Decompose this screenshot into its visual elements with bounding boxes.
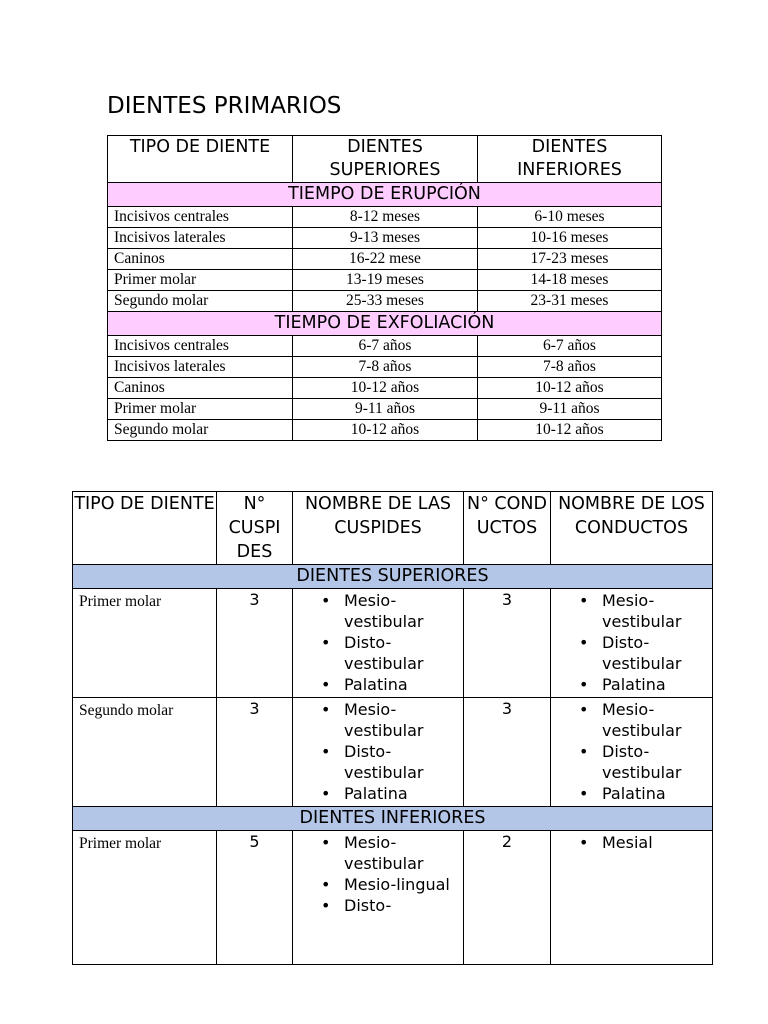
lower-value: 14-18 meses xyxy=(478,270,662,291)
list-item: • Mesio-vestibular xyxy=(579,591,682,631)
upper-value: 13-19 meses xyxy=(293,270,478,291)
upper-value: 25-33 meses xyxy=(293,291,478,312)
table-row xyxy=(73,589,713,698)
canal-count: 3 xyxy=(464,698,551,807)
cusp-list xyxy=(293,589,463,695)
upper-value: 9-13 meses xyxy=(293,228,478,249)
table-header-row xyxy=(108,136,662,183)
upper-value: 10-12 años xyxy=(293,378,478,399)
table-row xyxy=(108,357,662,378)
tooth-name: Incisivos centrales xyxy=(108,207,293,228)
page-title: DIENTES PRIMARIOS xyxy=(107,93,342,119)
section-dientes-inferiores: DIENTES INFERIORES xyxy=(73,807,713,831)
table-row xyxy=(108,336,662,357)
list-item: • Mesio-vestibular xyxy=(321,833,424,873)
upper-value: 7-8 años xyxy=(293,357,478,378)
canal-count: 3 xyxy=(464,589,551,698)
cusp-names-cell xyxy=(293,831,464,965)
canal-count: 2 xyxy=(464,831,551,965)
canal-names-cell xyxy=(551,831,713,965)
header-dientes-superiores: DIENTES SUPERIORES xyxy=(293,136,478,183)
list-item: • Palatina xyxy=(321,784,408,803)
tooth-name: Segundo molar xyxy=(108,291,293,312)
section-tiempo-erupcion: TIEMPO DE ERUPCIÓN xyxy=(108,183,662,207)
table-row xyxy=(108,249,662,270)
header-num-conductos: N° COND UCTOS xyxy=(464,492,551,565)
header-dientes-inferiores: DIENTES INFERIORES xyxy=(478,136,662,183)
lower-value: 9-11 años xyxy=(478,399,662,420)
tooth-name: Incisivos laterales xyxy=(108,228,293,249)
cusp-names-cell xyxy=(293,698,464,807)
list-item: • Mesio-lingual xyxy=(321,875,450,894)
table-row xyxy=(73,831,713,965)
upper-value: 16-22 mese xyxy=(293,249,478,270)
table-row xyxy=(108,270,662,291)
canal-list xyxy=(551,831,712,853)
lower-value: 6-7 años xyxy=(478,336,662,357)
section-tiempo-exfoliacion: TIEMPO DE EXFOLIACIÓN xyxy=(108,312,662,336)
header-nombre-conductos: NOMBRE DE LOS CONDUCTOS xyxy=(551,492,713,565)
section-dientes-superiores: DIENTES SUPERIORES xyxy=(73,565,713,589)
list-item: • Mesio-vestibular xyxy=(579,700,682,740)
canal-names-cell xyxy=(551,589,713,698)
cusp-count: 5 xyxy=(217,831,293,965)
upper-value: 9-11 años xyxy=(293,399,478,420)
list-item: • Disto- xyxy=(321,896,392,915)
list-item: • Palatina xyxy=(321,675,408,694)
molars-table xyxy=(72,491,713,965)
tooth-name: Segundo molar xyxy=(73,698,217,807)
upper-value: 10-12 años xyxy=(293,420,478,441)
table-row xyxy=(108,378,662,399)
tooth-name: Primer molar xyxy=(73,831,217,965)
header-tipo-diente: TIPO DE DIENTE xyxy=(73,492,217,565)
tooth-name: Incisivos centrales xyxy=(108,336,293,357)
list-item: • Palatina xyxy=(579,675,666,694)
list-item: • Mesial xyxy=(579,833,653,852)
lower-value: 10-12 años xyxy=(478,420,662,441)
cusp-count: 3 xyxy=(217,698,293,807)
table-row xyxy=(108,228,662,249)
cusp-count: 3 xyxy=(217,589,293,698)
list-item: • Disto-vestibular xyxy=(579,633,682,673)
table-row xyxy=(108,291,662,312)
tooth-name: Caninos xyxy=(108,378,293,399)
header-tipo-diente: TIPO DE DIENTE xyxy=(108,136,293,183)
cusp-names-cell xyxy=(293,589,464,698)
canal-names-cell xyxy=(551,698,713,807)
list-item: • Disto-vestibular xyxy=(321,633,424,673)
table-row xyxy=(108,207,662,228)
cusp-list xyxy=(293,698,463,804)
tooth-name: Primer molar xyxy=(73,589,217,698)
lower-value: 7-8 años xyxy=(478,357,662,378)
tooth-name: Caninos xyxy=(108,249,293,270)
eruption-exfoliation-table xyxy=(107,135,662,441)
cusp-list xyxy=(293,831,463,916)
header-num-cuspides: N° CUSPI DES xyxy=(217,492,293,565)
tooth-name: Primer molar xyxy=(108,270,293,291)
list-item: • Disto-vestibular xyxy=(579,742,682,782)
upper-value: 8-12 meses xyxy=(293,207,478,228)
tooth-name: Primer molar xyxy=(108,399,293,420)
list-item: • Mesio-vestibular xyxy=(321,591,424,631)
lower-value: 6-10 meses xyxy=(478,207,662,228)
tooth-name: Segundo molar xyxy=(108,420,293,441)
table-header-row xyxy=(73,492,713,565)
lower-value: 23-31 meses xyxy=(478,291,662,312)
table-row xyxy=(108,399,662,420)
canal-list xyxy=(551,698,712,804)
lower-value: 10-12 años xyxy=(478,378,662,399)
list-item: • Disto-vestibular xyxy=(321,742,424,782)
lower-value: 10-16 meses xyxy=(478,228,662,249)
table-row xyxy=(108,420,662,441)
upper-value: 6-7 años xyxy=(293,336,478,357)
list-item: • Palatina xyxy=(579,784,666,803)
list-item: • Mesio-vestibular xyxy=(321,700,424,740)
table-row xyxy=(73,698,713,807)
lower-value: 17-23 meses xyxy=(478,249,662,270)
canal-list xyxy=(551,589,712,695)
header-nombre-cuspides: NOMBRE DE LAS CUSPIDES xyxy=(293,492,464,565)
tooth-name: Incisivos laterales xyxy=(108,357,293,378)
